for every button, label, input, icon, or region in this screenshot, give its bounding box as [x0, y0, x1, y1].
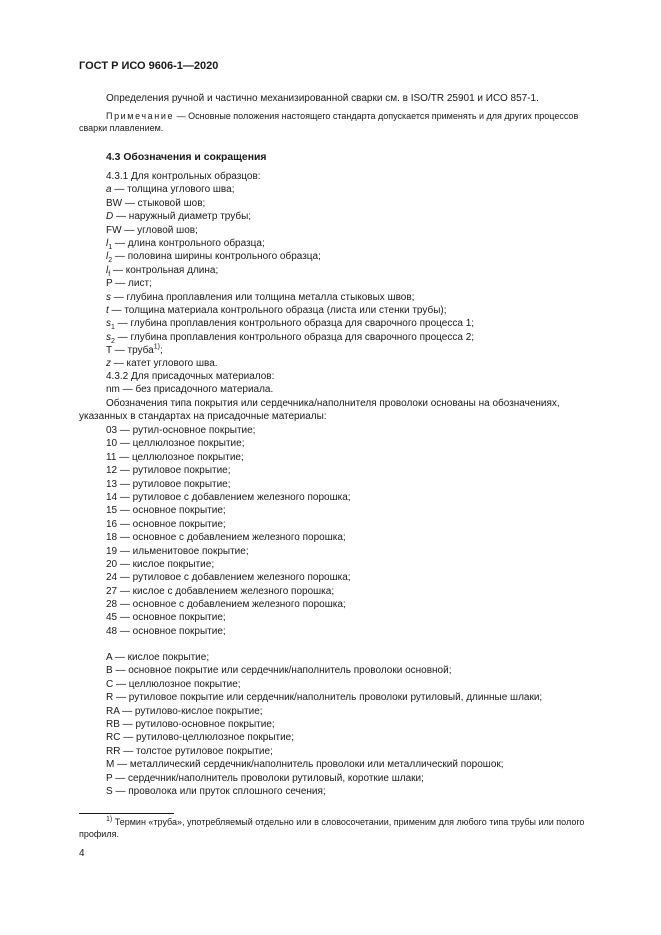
- letter-code-item: RR — толстое рутиловое покрытие;: [106, 745, 273, 757]
- item-symbol: T: [106, 345, 112, 357]
- numeric-code-item: 19 — ильменитовое покрытие;: [106, 545, 249, 557]
- letter-code-item: C — целлюлозное покрытие;: [106, 678, 241, 690]
- footnote-mark: 1): [106, 816, 113, 823]
- letter-code-item: B — основное покрытие или сердечник/наполнитель проволоки основной;: [106, 665, 452, 677]
- item-description: — стыковой шов;: [122, 197, 206, 209]
- no-filler-item: nm — без присадочного материала.: [106, 384, 274, 396]
- note-paragraph: [79, 110, 592, 135]
- sample-item: [106, 317, 606, 330]
- samples-list: [106, 170, 606, 371]
- numeric-code-item: 24 — рутиловое с добавлением железного порошка;: [106, 572, 351, 584]
- footnote-ref: 1): [153, 343, 160, 351]
- sample-item: [106, 224, 606, 237]
- numeric-code-item: 45 — основное покрытие;: [106, 612, 226, 624]
- sample-item: [106, 331, 606, 344]
- footnote-divider: [79, 813, 174, 814]
- numeric-code-item: 20 — кислое покрытие;: [106, 558, 215, 570]
- numeric-codes-list: [106, 424, 606, 638]
- numeric-code-item: 28 — основное с добавлением железного порошка;: [106, 599, 346, 611]
- item-description: — длина контрольного образца;: [112, 237, 265, 249]
- item-subscript: 2: [108, 257, 113, 265]
- sample-item: [106, 277, 606, 290]
- item-symbol: P: [106, 278, 113, 290]
- item-symbol: a: [106, 184, 112, 196]
- numeric-code-item: 11 — целлюлозное покрытие;: [106, 451, 244, 463]
- numeric-code-item: 03 — рутил-основное покрытие;: [106, 425, 256, 436]
- definitions-paragraph: Определения ручной и частично механизированной сварки см. в ISO/TR 25901 и ИСО 857-1.: [106, 93, 539, 104]
- numeric-code-item: 13 — рутиловое покрытие;: [106, 478, 231, 490]
- numeric-code-item: 27 — кислое с добавлением железного порошка;: [106, 585, 335, 597]
- item-description: — глубина проплавления контрольного образца для сварочного процесса 2;: [114, 331, 475, 343]
- item-symbol: FW: [106, 224, 122, 236]
- letter-code-item: R — рутиловое покрытие или сердечник/наполнитель проволоки рутиловый, длинные шлаки;: [106, 692, 543, 704]
- item-description: — контрольная длина;: [110, 264, 219, 276]
- item-subscript: 1: [108, 243, 113, 251]
- item-symbol: BW: [106, 197, 123, 209]
- sample-item: [106, 183, 606, 196]
- numeric-code-item: 12 — рутиловое покрытие;: [106, 465, 231, 477]
- item-description: — угловой шов;: [121, 224, 198, 236]
- letter-code-item: RA — рутилово-кислое покрытие;: [106, 705, 263, 717]
- item-symbol: l: [106, 264, 109, 276]
- filler-heading: 4.3.2 Для присадочных материалов:: [106, 371, 275, 382]
- item-symbol: l: [106, 237, 109, 249]
- item-description: — наружный диаметр трубы;: [113, 211, 252, 223]
- item-description: — толщина углового шва;: [111, 184, 235, 196]
- filler-heading-block: [106, 370, 606, 397]
- item-description: — толщина материала контрольного образца (листа или стенки трубы);: [108, 304, 447, 316]
- letter-code-item: M — металлический сердечник/наполнитель проволоки или металлический порошок;: [106, 759, 504, 771]
- item-description: — труба: [111, 345, 154, 357]
- item-description: — лист;: [112, 278, 152, 290]
- item-symbol: z: [106, 358, 111, 370]
- page-number: 4: [79, 848, 85, 859]
- item-description: — глубина проплавления или толщина металла стыковых швов;: [111, 291, 415, 303]
- samples-heading: 4.3.1 Для контрольных образцов:: [106, 171, 261, 182]
- sample-item: [106, 250, 606, 263]
- numeric-code-item: 15 — основное покрытие;: [106, 505, 226, 517]
- item-symbol: s: [106, 318, 111, 330]
- item-symbol: D: [106, 211, 114, 223]
- section-title: 4.3 Обозначения и сокращения: [106, 152, 267, 163]
- item-symbol: l: [106, 251, 109, 263]
- sample-item: [106, 264, 606, 277]
- item-description: — половина ширины контрольного образца;: [112, 251, 321, 263]
- letter-code-item: RC — рутилово-целлюлозное покрытие;: [106, 732, 295, 744]
- item-subscript: 2: [111, 337, 115, 345]
- coating-paragraph: Обозначения типа покрытия или сердечника/наполнителя проволоки основаны на обозначениях, указанных в стандартах на присадочные материалы:: [79, 398, 560, 423]
- item-symbol: s: [106, 331, 111, 343]
- numeric-code-item: 14 — рутиловое с добавлением железного порошка;: [106, 491, 351, 503]
- note-label: Примечание: [106, 111, 175, 121]
- letter-code-item: A — кислое покрытие;: [106, 652, 210, 663]
- letter-code-item: P — сердечник/наполнитель проволоки рутиловый, короткие шлаки;: [106, 772, 424, 784]
- sample-item: [106, 197, 606, 210]
- item-description: — катет углового шва.: [111, 358, 218, 370]
- footnote: [79, 816, 592, 840]
- note-text: — Основные положения настоящего стандарта допускается применять и для других процессов сварки плавлением.: [79, 111, 579, 134]
- item-subscript: f: [108, 270, 111, 278]
- numeric-code-item: 10 — целлюлозное покрытие;: [106, 438, 245, 450]
- letter-code-item: RB — рутилово-основное покрытие;: [106, 718, 275, 730]
- sample-item: [106, 237, 606, 250]
- sample-item: [106, 344, 606, 357]
- item-subscript: 1: [111, 324, 115, 332]
- sample-item: [106, 210, 606, 223]
- letter-code-item: S — проволока или пруток сплошного сечения;: [106, 785, 326, 797]
- numeric-code-item: 48 — основное покрытие;: [106, 625, 226, 637]
- item-symbol: t: [106, 304, 109, 316]
- sample-item: [106, 357, 606, 370]
- item-tail: ;: [159, 345, 163, 357]
- sample-item: [106, 304, 606, 317]
- item-symbol: s: [106, 291, 111, 303]
- numeric-code-item: 18 — основное с добавлением железного порошка;: [106, 532, 346, 544]
- footnote-text: Термин «труба», употребляемый отдельно или в словосочетании, применим для любого типа трубы или полого профиля.: [79, 817, 585, 839]
- numeric-code-item: 16 — основное покрытие;: [106, 518, 226, 530]
- letter-codes-list: [106, 651, 606, 798]
- item-description: — глубина проплавления контрольного образца для сварочного процесса 1;: [114, 318, 475, 330]
- document-header: ГОСТ Р ИСО 9606-1—2020: [79, 60, 219, 72]
- sample-item: [106, 291, 606, 304]
